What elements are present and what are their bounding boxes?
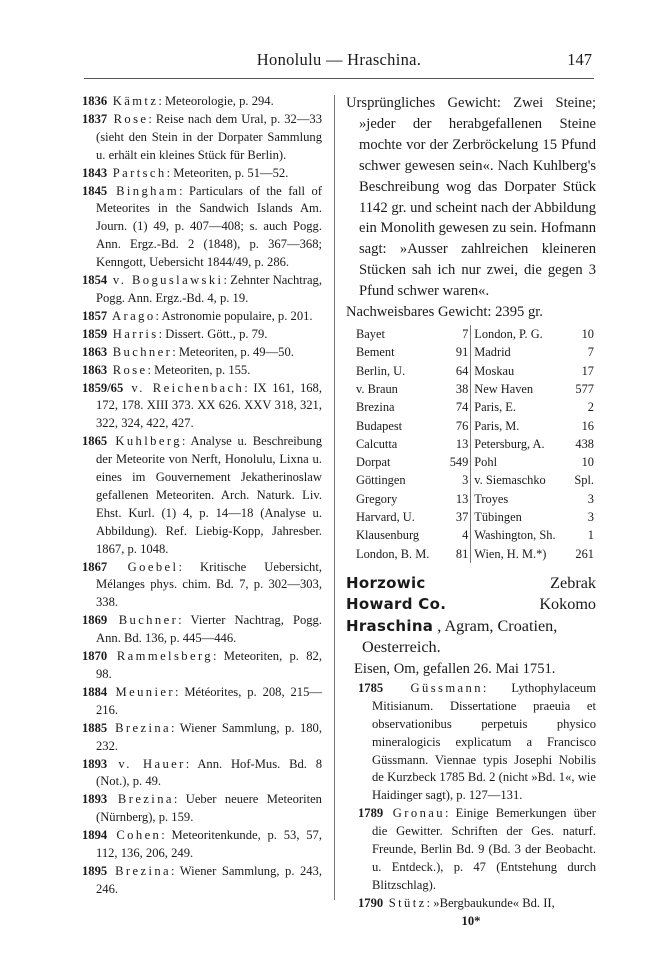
collection-weight: 3 bbox=[587, 491, 594, 506]
entry-author: Partsch bbox=[107, 165, 167, 180]
entry-text: : Ueber neuere Meteoriten (Nürnberg), p. 159. bbox=[96, 792, 322, 825]
collection-name: Gregory bbox=[356, 491, 398, 506]
entry-author: Rammelsberg bbox=[107, 649, 214, 664]
bibliography-entry bbox=[358, 895, 596, 913]
fall-info: Eisen, Om, gefallen 26. Mai 1751. bbox=[354, 660, 556, 677]
collection-weight: 2 bbox=[587, 400, 594, 415]
table-row bbox=[356, 343, 596, 361]
entry-year: 1867 bbox=[82, 559, 108, 574]
entry-text: : Reise nach dem Ural, p. 32—33 (sieht den Stein in der Dorpater Sammlung u. erhält ein kleines Stück für Berlin). bbox=[96, 111, 323, 162]
entry-text: : Lythophylaceum Mitisianum. Dissertatione praeuia et observationibus perpetuis physico mineralogicis explicatum a Francisco Güssmann. Viennae typis Josephi Nobilis de Kurzbeck 1785 Bd. 2 (nicht »Bd. 1«, wie Haidinger sagt), p. 127—131. bbox=[372, 680, 596, 803]
entry-author: Rose bbox=[107, 111, 149, 126]
meteorite-name: Hraschina bbox=[346, 616, 434, 635]
table-row bbox=[356, 453, 596, 471]
bibliography-entry bbox=[82, 272, 322, 308]
table-row bbox=[356, 471, 596, 489]
collection-name: Paris, E. bbox=[474, 400, 516, 415]
collection-weight: 64 bbox=[442, 362, 471, 380]
verifiable-weight: Nachweisbares Gewicht: 2395 gr. bbox=[346, 304, 543, 321]
entry-text: : Particulars of the fall of Meteorites in the Sandwich Islands Am. Journ. (1) 49, p. 407—408; s. auch Pogg. Ann. Ergz.-Bd. 2 (1848), p. 367—368; Kenngott, Uebersicht 1844/49, p. 286. bbox=[96, 183, 323, 270]
entry-text: : Meteoriten, p. 49—50. bbox=[172, 344, 294, 359]
collection-weight: 17 bbox=[581, 363, 594, 378]
collection-name: Budapest bbox=[356, 418, 403, 433]
entry-year: 1843 bbox=[82, 165, 108, 180]
collection-weight: 16 bbox=[581, 418, 594, 433]
collection-name: London, P. G. bbox=[474, 327, 543, 342]
header-rule bbox=[84, 78, 594, 79]
signature-mark: 10* bbox=[461, 913, 481, 928]
entry-year: 1845 bbox=[82, 183, 108, 198]
collection-weight: 7 bbox=[587, 345, 594, 360]
entry-hraschina bbox=[346, 616, 596, 638]
entry-author: Gronau bbox=[383, 806, 445, 821]
entry-text: : Wiener Sammlung, p. 243, 246. bbox=[96, 863, 322, 896]
collection-name: Brezina bbox=[356, 400, 395, 415]
collection-weight: 38 bbox=[442, 380, 471, 398]
collection-name: Bayet bbox=[356, 327, 385, 342]
entry-year: 1869 bbox=[82, 613, 108, 628]
page-header bbox=[84, 50, 594, 74]
entry-text: : Meteoriten, p. 51—52. bbox=[166, 165, 289, 180]
collection-weight: 13 bbox=[442, 490, 471, 508]
bibliography-entry bbox=[82, 720, 322, 756]
entry-year: 1894 bbox=[82, 828, 108, 843]
collection-weight: 4 bbox=[442, 526, 471, 544]
bibliography-entry bbox=[82, 362, 322, 380]
table-row bbox=[356, 508, 596, 526]
bibliography-entry bbox=[82, 433, 322, 558]
collection-name: Troyes bbox=[474, 491, 509, 506]
entry-author: Stütz bbox=[383, 895, 427, 910]
entry-text: : IX 161, 168, 172, 178. XIII 373. XX 626. XXV 318, 321, 322, 324, 422, 427. bbox=[96, 380, 322, 431]
hraschina-references bbox=[358, 680, 596, 913]
meteorite-name: Howard Co. bbox=[346, 595, 447, 614]
entry-year: 1863 bbox=[82, 362, 108, 377]
entry-year: 1785 bbox=[358, 680, 384, 695]
entry-author: Meunier bbox=[107, 684, 175, 699]
collection-weight: Spl. bbox=[574, 473, 594, 488]
bibliography-entry bbox=[358, 805, 596, 895]
collection-weight: 1 bbox=[587, 528, 594, 543]
collection-name: Washington, Sh. bbox=[474, 528, 556, 543]
entry-year: 1857 bbox=[82, 308, 108, 323]
entry-text: : Meteoriten, p. 82, 98. bbox=[96, 649, 322, 681]
collection-weight: 91 bbox=[442, 343, 471, 361]
table-row bbox=[356, 490, 596, 508]
collection-name: Tübingen bbox=[474, 510, 522, 525]
bibliography-entry bbox=[82, 863, 322, 899]
bibliography-entry bbox=[82, 344, 322, 362]
bibliography-entry bbox=[82, 648, 322, 684]
entry-text: : Météorites, p. 208, 215—216. bbox=[96, 684, 322, 717]
bibliography-entry bbox=[82, 111, 322, 165]
collection-name: Harvard, U. bbox=[356, 510, 415, 525]
collection-name: Madrid bbox=[474, 345, 511, 360]
entry-text: : Vierter Nachtrag, Pogg. Ann. Bd. 136, p. 445—446. bbox=[96, 613, 323, 646]
collection-weight: 549 bbox=[442, 453, 471, 471]
entry-author: Brezina bbox=[107, 863, 172, 878]
collection-weight: 10 bbox=[581, 327, 594, 342]
collection-weight: 76 bbox=[442, 417, 471, 435]
collection-name: Moskau bbox=[474, 363, 515, 378]
entry-year: 1885 bbox=[82, 720, 108, 735]
entry-text: : Wiener Sammlung, p. 180, 232. bbox=[96, 720, 322, 753]
entry-text: : Kritische Uebersicht, Mélanges phys. chim. Bd. 7, p. 302—303, 338. bbox=[96, 559, 322, 610]
original-weight-paragraph: Ursprüngliches Gewicht: Zwei Steine; »jeder der herabgefallenen Steine mochte vor der Zerbröckelung 15 Pfund schwer gewesen sein«. Nach Kuhlberg's Beschreibung wog das Dorpater Stück 1142 gr. und scheint nach der Abbildung ein Monolith gewesen zu sein. Hofmann sagt: »Ausser zahlreichen kleineren Stücken sah ich nur zwei, die gegen 3 Pfund schwer waren«. bbox=[346, 95, 596, 300]
running-title: Honolulu — Hraschina. bbox=[256, 50, 422, 69]
table-row bbox=[356, 398, 596, 416]
collection-weight: 7 bbox=[442, 325, 471, 343]
entry-author: v. Hauer bbox=[107, 756, 186, 771]
entry-text: : »Bergbaukunde« Bd. II, bbox=[426, 895, 555, 910]
bibliography-entry bbox=[82, 827, 322, 863]
entry-text: : Analyse u. Beschreibung der Meteorite von Nerft, Honolulu, Lixna u. eines im Gouvernement Jekatherinoslaw gefallenen Meteoriten. Arch. Naturk. Liv. Ehst. Kurl. (1) 4, p. 14—18 (Analyse u. Abbildung). Ref. Liebig-Kopp, Jahresber. 1867, p. 1048. bbox=[96, 434, 322, 556]
table-row bbox=[356, 435, 596, 453]
entry-text: : Dissert. Gött., p. 79. bbox=[158, 326, 268, 341]
entry-author: Rose bbox=[107, 362, 148, 377]
bibliography-entry bbox=[82, 93, 322, 111]
bibliography-entry bbox=[82, 183, 322, 273]
location: , Agram, Croatien, bbox=[437, 616, 558, 635]
table-row bbox=[356, 545, 596, 563]
table-row bbox=[356, 380, 596, 398]
collection-weight: 37 bbox=[442, 508, 471, 526]
collection-weight: 10 bbox=[581, 455, 594, 470]
entry-year: 1859/65 bbox=[82, 380, 124, 395]
entry-howard bbox=[346, 594, 596, 616]
entry-year: 1836 bbox=[82, 94, 108, 108]
collection-name: Pohl bbox=[474, 455, 498, 470]
entry-year: 1895 bbox=[82, 863, 108, 878]
entry-author: Güssmann bbox=[383, 680, 483, 695]
collection-name: Calcutta bbox=[356, 436, 398, 451]
collection-weight: 13 bbox=[442, 435, 471, 453]
entry-author: Cohen bbox=[107, 828, 162, 843]
entry-author: Kämtz bbox=[107, 94, 159, 108]
meteorite-name: Horzowic bbox=[346, 573, 426, 592]
collection-name: Dorpat bbox=[356, 455, 391, 470]
entry-text: : Astronomie populaire, p. 201. bbox=[155, 308, 313, 323]
entry-author: Brezina bbox=[107, 792, 174, 807]
collection-name: Klausenburg bbox=[356, 528, 420, 543]
entry-author: v. Boguslawski bbox=[107, 273, 224, 288]
collection-name: Wien, H. M.*) bbox=[474, 546, 547, 561]
collection-name: Berlin, U. bbox=[356, 363, 406, 378]
collection-weight: 438 bbox=[575, 436, 594, 451]
cross-reference: Zebrak bbox=[550, 573, 596, 592]
entry-year: 1789 bbox=[358, 806, 384, 821]
entry-year: 1893 bbox=[82, 792, 108, 807]
collection-name: Paris, M. bbox=[474, 418, 520, 433]
collection-weight: 3 bbox=[587, 510, 594, 525]
left-column bbox=[82, 93, 322, 899]
collection-weight: 3 bbox=[442, 471, 471, 489]
collection-name: v. Siemaschko bbox=[474, 473, 546, 488]
table-row bbox=[356, 417, 596, 435]
entry-year: 1865 bbox=[82, 434, 108, 449]
collection-name: v. Braun bbox=[356, 381, 398, 396]
bibliography-entry bbox=[82, 326, 322, 344]
entry-year: 1870 bbox=[82, 649, 108, 664]
bibliography-entry bbox=[82, 756, 322, 792]
entry-author: Harris bbox=[107, 326, 159, 341]
table-row bbox=[356, 362, 596, 380]
bibliography-entry bbox=[82, 380, 322, 434]
collection-weight: 81 bbox=[442, 545, 471, 563]
entry-author: Buchner bbox=[107, 613, 179, 628]
bibliography-entry bbox=[358, 680, 596, 805]
bibliography-entry bbox=[82, 612, 322, 648]
collection-name: New Haven bbox=[474, 381, 534, 396]
entry-text: : Zehnter Nachtrag, Pogg. Ann. Ergz.-Bd. 4, p. 19. bbox=[96, 273, 322, 305]
table-row bbox=[356, 526, 596, 544]
entry-author: Goebel bbox=[107, 559, 179, 574]
collection-weight: 261 bbox=[575, 546, 594, 561]
collection-name: Bement bbox=[356, 345, 395, 360]
entry-year: 1859 bbox=[82, 326, 108, 341]
bibliography-entry bbox=[82, 165, 322, 183]
entry-author: Brezina bbox=[107, 720, 172, 735]
entry-text: : Ann. Hof-Mus. Bd. 8 (Not.), p. 49. bbox=[96, 756, 322, 789]
collection-name: Göttingen bbox=[356, 473, 406, 488]
entry-author: Buchner bbox=[107, 344, 173, 359]
collection-name: Petersburg, A. bbox=[474, 436, 545, 451]
bibliography-entry bbox=[82, 791, 322, 827]
entry-author: Bingham bbox=[107, 183, 180, 198]
entry-year: 1863 bbox=[82, 344, 108, 359]
entry-horzowic bbox=[346, 573, 596, 595]
bibliography-entry bbox=[82, 559, 322, 613]
collection-name: London, B. M. bbox=[356, 546, 430, 561]
entry-author: Kuhlberg bbox=[107, 434, 182, 449]
entry-text: : Meteorologie, p. 294. bbox=[158, 94, 274, 108]
entry-text: : Meteoriten, p. 155. bbox=[147, 362, 251, 377]
cross-reference: Kokomo bbox=[539, 595, 596, 614]
entry-year: 1884 bbox=[82, 684, 108, 699]
entry-year: 1837 bbox=[82, 111, 108, 126]
entry-text: : Einige Bemerkungen über die Gewitter. Schriften der Ges. naturf. Freunde, Berlin Bd. 9 (Bd. 3 der Beobacht. u. Entdeck.), p. 47 (Entstehung durch Blitzschlag). bbox=[372, 806, 596, 892]
collection-weight: 74 bbox=[442, 398, 471, 416]
table-row bbox=[356, 325, 596, 343]
right-column bbox=[346, 93, 596, 931]
entry-text: : Meteoritenkunde, p. 53, 57, 112, 136, 206, 249. bbox=[96, 828, 323, 861]
entry-year: 1893 bbox=[82, 756, 108, 771]
entry-year: 1854 bbox=[82, 273, 108, 288]
page-number: 147 bbox=[567, 50, 592, 69]
entry-author: v. Reichenbach bbox=[123, 380, 245, 395]
entry-author: Arago bbox=[107, 308, 156, 323]
entry-year: 1790 bbox=[358, 895, 384, 910]
bibliography-entry bbox=[82, 684, 322, 720]
country: Oesterreich. bbox=[362, 638, 441, 657]
column-divider bbox=[334, 95, 335, 900]
bibliography-entry bbox=[82, 308, 322, 326]
collections-table bbox=[356, 325, 596, 563]
collection-weight: 577 bbox=[575, 381, 594, 396]
